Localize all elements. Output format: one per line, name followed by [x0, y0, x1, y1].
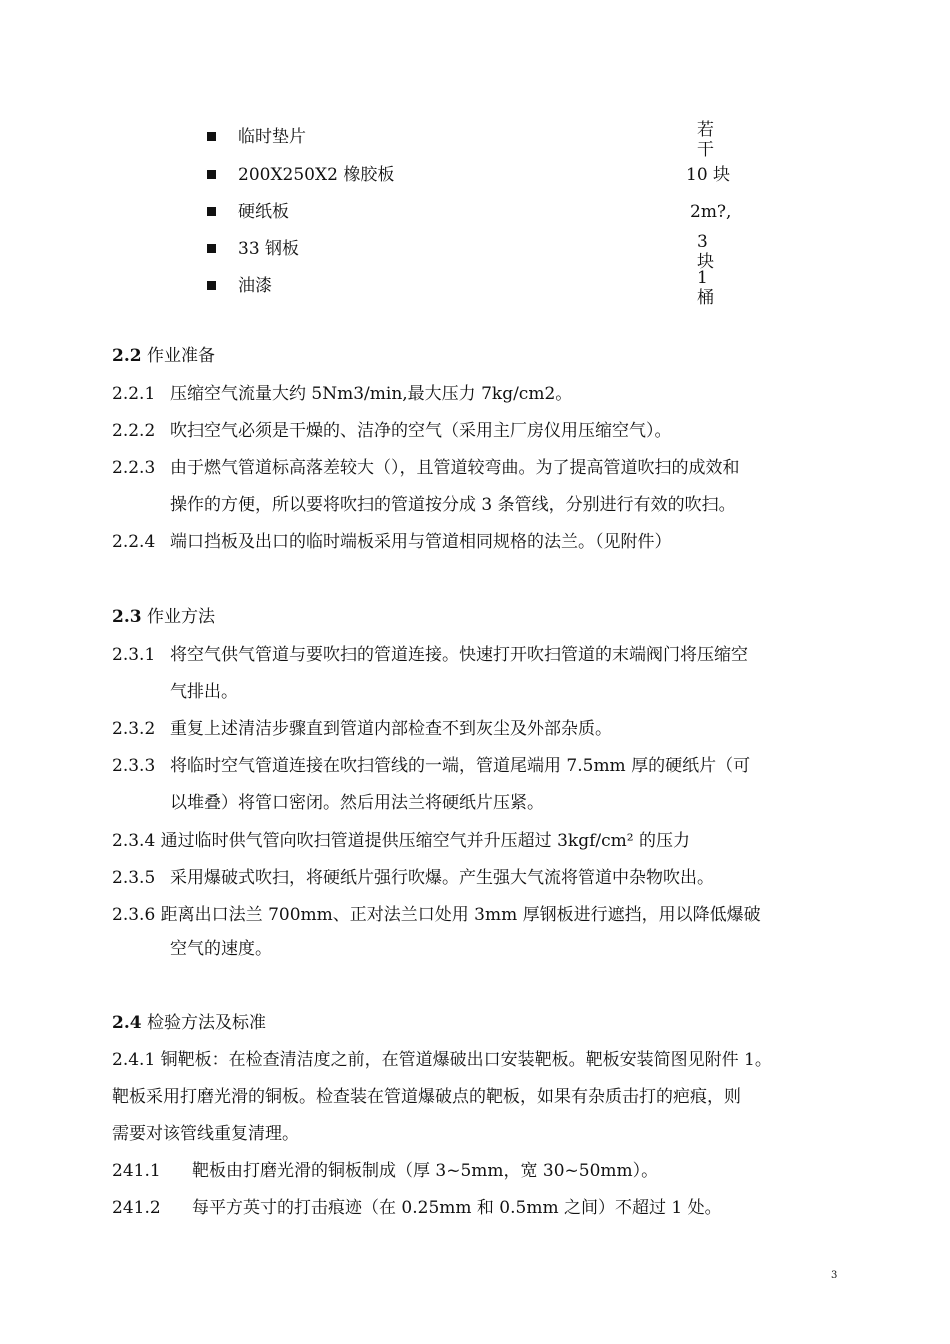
paragraph-line: 2.4.1 铜靶板：在检查清洁度之前，在管道爆破出口安装靶板。靶板安装简图见附件 1。 — [112, 1050, 772, 1070]
list-item — [112, 902, 761, 928]
page-number: 3 — [831, 1270, 838, 1281]
item-number: 2.3.3 — [112, 756, 156, 776]
square-bullet-icon — [207, 244, 216, 253]
item-text: 由于燃气管道标高落差较大（），且管道较弯曲。为了提高管道吹扫的成效和 — [170, 458, 740, 478]
material-name: 33 钢板 — [238, 239, 300, 259]
section-title: 作业准备 — [146, 346, 215, 366]
item-continuation: 空气的速度。 — [170, 939, 272, 959]
section-number: 2.4 — [112, 1013, 142, 1033]
list-item — [112, 1195, 722, 1221]
square-bullet-icon — [207, 170, 216, 179]
list-item — [112, 529, 672, 555]
list-item — [112, 828, 690, 854]
list-item — [112, 716, 612, 742]
list-item — [112, 642, 748, 668]
material-qty: 1桶 — [697, 268, 714, 308]
item-text: 吹扫空气必须是干燥的、洁净的空气（采用主厂房仪用压缩空气）。 — [170, 421, 672, 441]
list-item — [112, 1158, 658, 1184]
item-text: 每平方英寸的打击痕迹（在 0.25mm 和 0.5mm 之间）不超过 1 处。 — [192, 1198, 722, 1218]
square-bullet-icon — [207, 207, 216, 216]
item-number: 2.3.4 — [112, 831, 156, 851]
paragraph-line: 需要对该管线重复清理。 — [112, 1124, 299, 1144]
section-title: 检验方法及标准 — [146, 1013, 266, 1033]
material-name: 硬纸板 — [238, 202, 289, 222]
item-text: 将临时空气管道连接在吹扫管线的一端，管道尾端用 7.5mm 厚的硬纸片（可 — [170, 756, 751, 776]
material-qty: 若干 — [697, 120, 714, 160]
list-item — [112, 865, 714, 891]
section-title: 作业方法 — [146, 607, 215, 627]
item-number: 2.3.6 — [112, 905, 156, 925]
item-number: 2.2.2 — [112, 421, 156, 441]
item-text: 压缩空气流量大约 5Nm3/min,最大压力 7kg/cm2。 — [170, 384, 573, 404]
item-number: 2.2.1 — [112, 384, 156, 404]
item-text: 距离出口法兰 700mm、正对法兰口处用 3mm 厚钢板进行遮挡，用以降低爆破 — [160, 905, 761, 925]
item-number: 241.1 — [112, 1161, 161, 1181]
item-text: 端口挡板及出口的临时端板采用与管道相同规格的法兰。（见附件） — [170, 532, 672, 552]
material-qty: 10 块 — [686, 165, 731, 185]
item-continuation: 以堆叠）将管口密闭。然后用法兰将硬纸片压紧。 — [170, 793, 544, 813]
item-number: 2.3.2 — [112, 719, 156, 739]
material-qty: 2m?, — [690, 202, 732, 222]
section-heading — [112, 343, 215, 369]
section-number: 2.2 — [112, 346, 142, 366]
material-qty: 3块 — [697, 232, 714, 272]
material-name: 200X250X2 橡胶板 — [238, 165, 395, 185]
square-bullet-icon — [207, 132, 216, 141]
item-text: 通过临时供气管向吹扫管道提供压缩空气并升压超过 3kgf/cm² 的压力 — [160, 831, 690, 851]
item-text: 采用爆破式吹扫，将硬纸片强行吹爆。产生强大气流将管道中杂物吹出。 — [170, 868, 714, 888]
paragraph-line: 靶板采用打磨光滑的铜板。检查装在管道爆破点的靶板，如果有杂质击打的疤痕，则 — [112, 1087, 741, 1107]
material-name: 油漆 — [238, 276, 272, 296]
list-item — [112, 455, 740, 481]
section-heading — [112, 604, 215, 630]
section-heading — [112, 1010, 266, 1036]
item-number: 2.3.5 — [112, 868, 156, 888]
item-number: 2.2.3 — [112, 458, 156, 478]
item-text: 将空气供气管道与要吹扫的管道连接。快速打开吹扫管道的末端阀门将压缩空 — [170, 645, 748, 665]
square-bullet-icon — [207, 281, 216, 290]
item-text: 重复上述清洁步骤直到管道内部检查不到灰尘及外部杂质。 — [170, 719, 612, 739]
item-text: 靶板由打磨光滑的铜板制成（厚 3~5mm，宽 30~50mm）。 — [192, 1161, 659, 1181]
section-number: 2.3 — [112, 607, 142, 627]
item-number: 2.3.1 — [112, 645, 156, 665]
item-number: 241.2 — [112, 1198, 161, 1218]
list-item — [112, 418, 672, 444]
list-item — [112, 753, 750, 779]
list-item — [112, 381, 572, 407]
material-name: 临时垫片 — [238, 127, 306, 147]
item-continuation: 操作的方便，所以要将吹扫的管道按分成 3 条管线，分别进行有效的吹扫。 — [170, 495, 736, 515]
item-continuation: 气排出。 — [170, 682, 238, 702]
item-number: 2.2.4 — [112, 532, 156, 552]
